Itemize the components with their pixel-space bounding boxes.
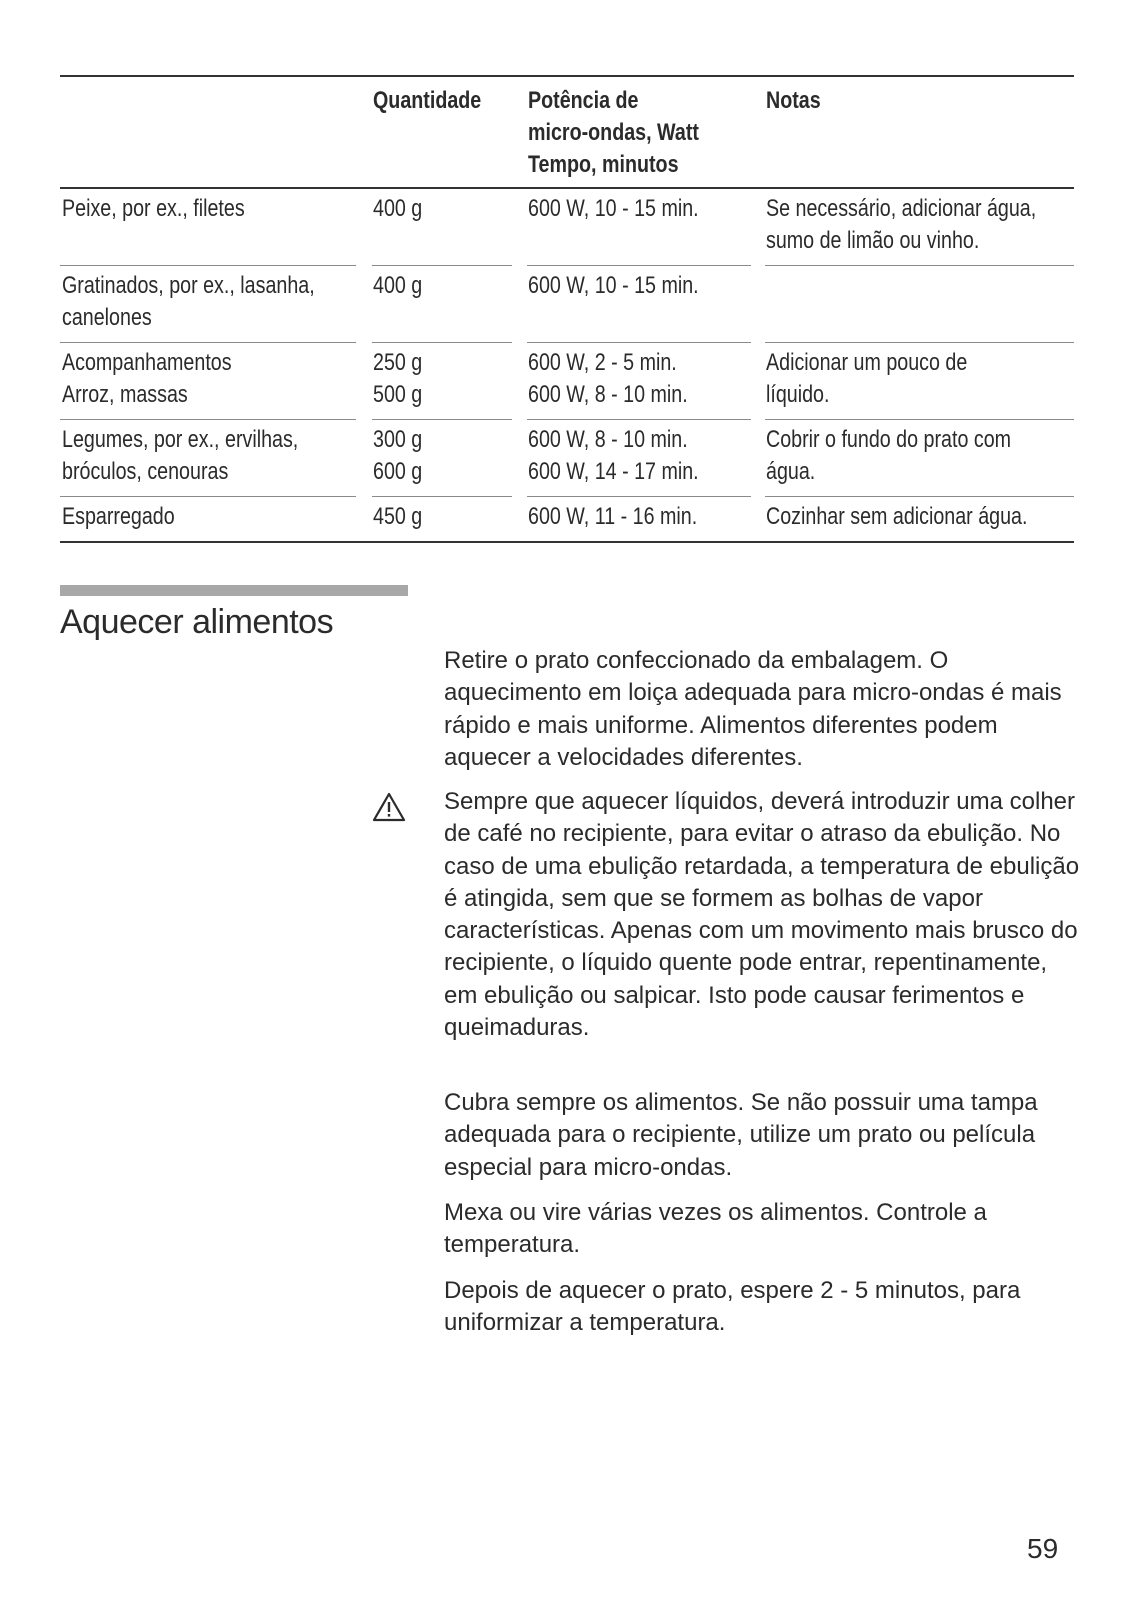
paragraph-warning: Sempre que aquecer líquidos, deverá introduzir uma colher de café no recipiente, para evitar o atraso da ebulição. No caso de uma ebulição retardada, a temperatura de ebulição é atingida, sem que se formem as bolhas de vapor características. Apenas com um movimento mais brusco do recipiente, o líquido quente pode entrar, repentinamente, em ebulição ou salpicar. Isto pode causar ferimentos e queimaduras. — [444, 788, 1080, 1042]
notes-cell: Adicionar um pouco de — [766, 349, 968, 376]
power-cell: 600 W, 10 - 15 min. — [528, 195, 699, 222]
food-cell: Acompanhamentos — [62, 349, 232, 376]
row-divider — [765, 265, 1074, 266]
warning-triangle-icon — [371, 791, 407, 823]
quantity-cell: 500 g — [373, 381, 423, 408]
paragraph-intro: Retire o prato confeccionado da embalagem. O aquecimento em loiça adequada para micro-ondas é mais rápido e mais uniforme. Alimentos diferentes podem aquecer a velocidades diferentes. — [444, 647, 1062, 771]
notes-cell: líquido. — [766, 381, 830, 408]
row-divider — [765, 419, 1074, 420]
row-divider — [765, 496, 1074, 497]
quantity-cell: 600 g — [373, 458, 423, 485]
quantity-cell: 400 g — [373, 272, 423, 299]
table-top-rule — [60, 75, 1074, 77]
row-divider — [527, 265, 751, 266]
power-cell: 600 W, 10 - 15 min. — [528, 272, 699, 299]
header-notes: Notas — [766, 87, 821, 114]
power-cell: 600 W, 8 - 10 min. — [528, 426, 688, 453]
header-power-line2: micro-ondas, Watt — [528, 119, 699, 146]
row-divider — [60, 342, 356, 343]
row-divider — [372, 265, 512, 266]
row-divider — [60, 419, 356, 420]
page-number: 59 — [1027, 1533, 1059, 1564]
paragraph-cover: Cubra sempre os alimentos. Se não possuir uma tampa adequada para o recipiente, utilize um prato ou película especial para micro-ondas. — [444, 1089, 1038, 1181]
notes-cell: Cobrir o fundo do prato com — [766, 426, 1012, 453]
food-cell: canelones — [62, 304, 152, 331]
food-cell: Peixe, por ex., filetes — [62, 195, 245, 222]
section-title: Aquecer alimentos — [60, 603, 334, 641]
row-divider — [372, 496, 512, 497]
power-cell: 600 W, 11 - 16 min. — [528, 503, 698, 530]
notes-cell: Se necessário, adicionar água, — [766, 195, 1037, 222]
power-cell: 600 W, 2 - 5 min. — [528, 349, 677, 376]
notes-cell: Cozinhar sem adicionar água. — [766, 503, 1028, 530]
power-cell: 600 W, 8 - 10 min. — [528, 381, 688, 408]
food-cell: Legumes, por ex., ervilhas, — [62, 426, 299, 453]
row-divider — [60, 496, 356, 497]
header-power-line3: Tempo, minutos — [528, 151, 679, 178]
section-marker-bar — [60, 585, 408, 596]
quantity-cell: 250 g — [373, 349, 423, 376]
quantity-cell: 300 g — [373, 426, 423, 453]
quantity-cell: 400 g — [373, 195, 423, 222]
quantity-cell: 450 g — [373, 503, 423, 530]
food-cell: Gratinados, por ex., lasanha, — [62, 272, 315, 299]
header-bottom-rule — [60, 187, 1074, 189]
table-bottom-rule — [60, 541, 1074, 543]
food-cell: Arroz, massas — [62, 381, 188, 408]
row-divider — [765, 342, 1074, 343]
row-divider — [372, 342, 512, 343]
power-cell: 600 W, 14 - 17 min. — [528, 458, 699, 485]
notes-cell: sumo de limão ou vinho. — [766, 227, 980, 254]
food-cell: bróculos, cenouras — [62, 458, 229, 485]
row-divider — [527, 419, 751, 420]
paragraph-wait: Depois de aquecer o prato, espere 2 - 5 minutos, para uniformizar a temperatura. — [444, 1277, 1021, 1337]
row-divider — [60, 265, 356, 266]
header-power-line1: Potência de — [528, 87, 639, 114]
row-divider — [527, 496, 751, 497]
row-divider — [372, 419, 512, 420]
notes-cell: água. — [766, 458, 816, 485]
food-cell: Esparregado — [62, 503, 175, 530]
paragraph-stir: Mexa ou vire várias vezes os alimentos. Controle a temperatura. — [444, 1199, 987, 1259]
row-divider — [527, 342, 751, 343]
header-quantity: Quantidade — [373, 87, 482, 114]
